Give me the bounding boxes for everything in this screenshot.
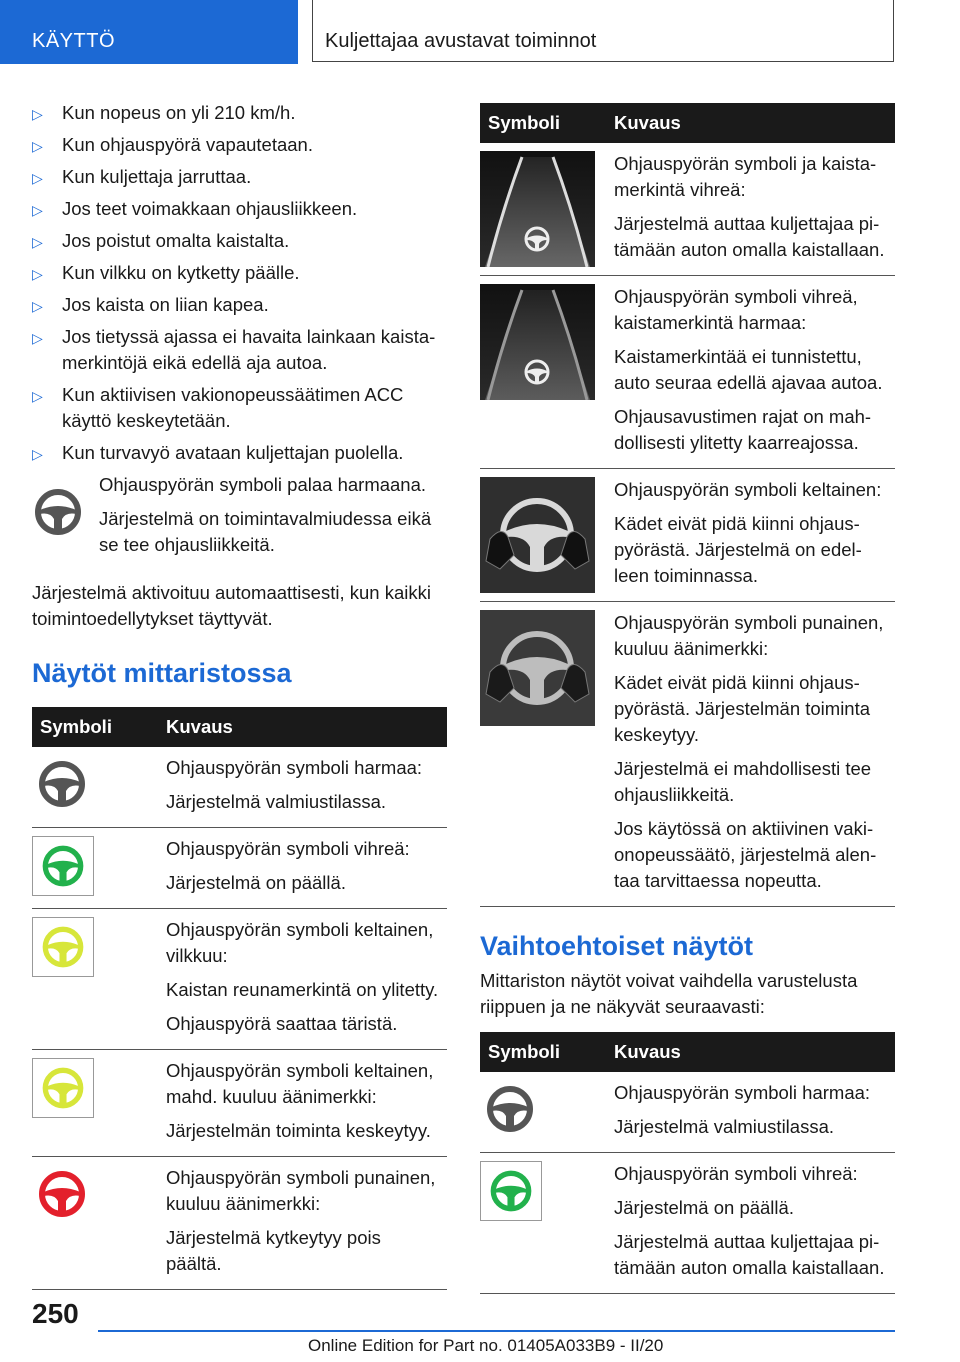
deactivation-conditions-list: [32, 100, 447, 466]
list-item: ▷ Kun aktiivisen vakionopeussäätimen ACC käyttö keskeytetään.: [32, 384, 404, 431]
edition-text: Online Edition for Part no. 01405A033B9 - II/20: [308, 1336, 664, 1355]
table-row: Ohjauspyörän symboli vihreä, kaistamerkintä harmaa: Kaistamerkintää ei tunnistettu, auto seuraa edellä ajavaa autoa. Ohjausavustimen rajat on mahdollisesti ylitetty kaarreajossa.: [480, 276, 895, 469]
column-header-symbol: Symboli: [480, 1032, 606, 1072]
header-chapter-label: Kuljettajaa avustavat toiminnot: [325, 30, 597, 52]
table-row: Ohjauspyörän symboli vihreä: Järjestelmä on päällä.: [32, 828, 447, 909]
table-row: Ohjauspyörän symboli punainen, kuuluu äänimerkki: Järjestelmä kytkeytyy pois päältä.: [32, 1157, 447, 1290]
steering-wheel-grey-icon: [36, 758, 88, 810]
column-header-description: Kuvaus: [158, 707, 447, 747]
auto-activation-text: Järjestelmä aktivoituu automaattisesti, kun kaikki toimintoedellytykset täyttyvät.: [32, 582, 431, 629]
left-column: [32, 100, 447, 1290]
table-row: Ohjauspyörän symboli harmaa: Järjestelmä valmiustilassa.: [480, 1072, 895, 1153]
list-item: ▷ Jos teet voimakkaan ohjausliikkeen.: [32, 198, 358, 219]
page-number: 250: [32, 1298, 79, 1329]
header-section-label: KÄYTTÖ: [32, 30, 116, 52]
lane-display-table: [480, 103, 895, 907]
steering-wheel-grey-icon: [32, 486, 84, 538]
hands-on-wheel-red-icon: [480, 610, 595, 726]
note-line: Järjestelmä on toimintavalmiudessa eikä se tee ohjausliikkeitä.: [99, 508, 432, 555]
table-row: Ohjauspyörän symboli keltainen, mahd. kuuluu äänimerkki: Järjestelmän toiminta keskeytyy.: [32, 1050, 447, 1157]
displays-table: [32, 707, 447, 1290]
section-title-displays: Näytöt mittaristossa: [32, 658, 292, 688]
steering-wheel-green-icon: [40, 843, 86, 889]
right-column: [480, 103, 895, 1294]
table-row: Ohjauspyörän symboli vihreä: Järjestelmä on päällä. Järjestelmä auttaa kuljettajaa pitämään auton omalla kaistallaan.: [480, 1153, 895, 1294]
steering-wheel-grey-icon: [484, 1083, 536, 1135]
list-item: ▷ Kun vilkku on kytketty päälle.: [32, 262, 300, 283]
alternative-displays-table: [480, 1032, 895, 1294]
section-title-alternative-displays: Vaihtoehtoiset näytöt: [480, 931, 754, 961]
lane-green-display-icon: [480, 151, 595, 267]
list-item: ▷ Jos tietyssä ajassa ei havaita lainkaan kaistamerkintöjä eikä edellä aja autoa.: [32, 326, 436, 373]
steering-wheel-red-icon: [36, 1168, 88, 1220]
column-header-symbol: Symboli: [480, 103, 606, 143]
list-item: ▷ Kun turvavyö avataan kuljettajan puolella.: [32, 442, 404, 463]
table-row: Ohjauspyörän symboli keltainen, vilkkuu: Kaistan reunamerkintä on ylitetty. Ohjauspyörä saattaa täristä.: [32, 909, 447, 1050]
table-row: Ohjauspyörän symboli keltainen: Kädet eivät pidä kiinni ohjauspyörästä. Järjestelmä on edelleen toiminnassa.: [480, 469, 895, 602]
steering-wheel-yellow-icon: [40, 1065, 86, 1111]
header-chapter-box: [312, 0, 894, 62]
table-row: Ohjauspyörän symboli harmaa: Järjestelmä valmiustilassa.: [32, 747, 447, 828]
alternative-displays-intro: Mittariston näytöt voivat vaihdella varustelusta riippuen ja ne näkyvät seuraavasti:: [480, 970, 858, 1017]
list-item: ▷ Kun nopeus on yli 210 km/h.: [32, 102, 296, 123]
grey-symbol-note: [32, 472, 447, 566]
column-header-symbol: Symboli: [32, 707, 158, 747]
list-item: ▷ Kun ohjauspyörä vapautetaan.: [32, 134, 313, 155]
lane-grey-display-icon: [480, 284, 595, 400]
list-item: ▷ Jos poistut omalta kaistalta.: [32, 230, 290, 251]
hands-on-wheel-yellow-icon: [480, 477, 595, 593]
list-item: ▷ Kun kuljettaja jarruttaa.: [32, 166, 252, 187]
list-item: ▷ Jos kaista on liian kapea.: [32, 294, 269, 315]
table-row: Ohjauspyörän symboli ja kaistamerkintä vihreä: Järjestelmä auttaa kuljettajaa pitämään auton omalla kaistallaan.: [480, 143, 895, 276]
table-row: Ohjauspyörän symboli punainen, kuuluu äänimerkki: Kädet eivät pidä kiinni ohjauspyörästä. Järjestelmän toiminta keskeytyy. Järjestelmä ei mahdollisesti tee ohjausliikkeitä. Jos käytössä on aktiivinen vakionopeussäätö, järjestelmä alentaa tarvittaessa nopeutta.: [480, 602, 895, 907]
steering-wheel-green-icon: [488, 1168, 534, 1214]
column-header-description: Kuvaus: [606, 103, 895, 143]
steering-wheel-yellow-icon: [40, 924, 86, 970]
header-section-tab: [0, 0, 298, 64]
column-header-description: Kuvaus: [606, 1032, 895, 1072]
footer-divider: [98, 1330, 895, 1332]
note-line: Ohjauspyörän symboli palaa harmaana.: [99, 474, 427, 495]
